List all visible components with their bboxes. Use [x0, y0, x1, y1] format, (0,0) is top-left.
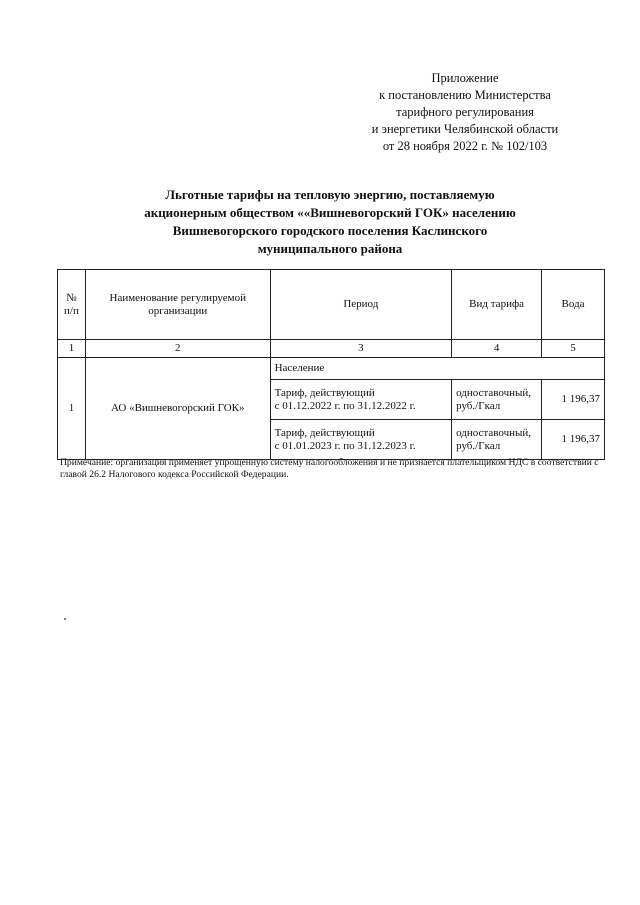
title-line-2: акционерным обществом ««Вишневогорский ГОК» населению: [144, 205, 516, 220]
water-value: 1 196,37: [542, 420, 605, 460]
period-line-2: с 01.01.2023 г. по 31.12.2023 г.: [274, 439, 416, 452]
tariff-type-cell: [452, 380, 542, 420]
scan-speck: [64, 618, 66, 620]
column-number: 3: [270, 340, 452, 358]
period-cell: [270, 380, 452, 420]
table-row: [58, 358, 605, 380]
period-cell: [270, 420, 452, 460]
tariff-type-line-1: одноставочный,: [456, 426, 532, 439]
appendix-line-2: к постановлению Министерства: [379, 88, 551, 102]
appendix-line-1: Приложение: [431, 71, 499, 85]
appendix-line-4: и энергетики Челябинской области: [371, 122, 559, 136]
column-numbers-row: [58, 340, 605, 358]
period-line-1: Тариф, действующий: [274, 386, 375, 399]
header-tariff-type: Вид тарифа: [452, 270, 542, 340]
header-org: Наименование регулируемой организации: [85, 270, 270, 340]
title-line-4: муниципального района: [257, 241, 403, 256]
header-period: Период: [270, 270, 452, 340]
tariff-type-line-1: одноставочный,: [456, 386, 532, 399]
header-num-line-1: №: [66, 291, 77, 304]
column-number: 2: [85, 340, 270, 358]
column-number: 4: [452, 340, 542, 358]
title-line-1: Льготные тарифы на тепловую энергию, поставляемую: [165, 187, 495, 202]
appendix-line-5: от 28 ноября 2022 г. № 102/103: [382, 139, 548, 153]
document-title: [80, 186, 580, 258]
tariff-type-line-2: руб./Гкал: [456, 439, 501, 452]
title-line-3: Вишневогорского городского поселения Каслинского: [172, 223, 488, 238]
appendix-block: [340, 70, 590, 155]
group-label: Население: [270, 358, 604, 380]
appendix-line-3: тарифного регулирования: [396, 105, 534, 119]
column-number: 1: [58, 340, 86, 358]
table-header-row: [58, 270, 605, 340]
water-value: 1 196,37: [542, 380, 605, 420]
period-line-2: с 01.12.2022 г. по 31.12.2022 г.: [274, 399, 416, 412]
header-num: [58, 270, 86, 340]
tariff-type-line-2: руб./Гкал: [456, 399, 501, 412]
tariff-type-cell: [452, 420, 542, 460]
column-number: 5: [542, 340, 605, 358]
row-org: АО «Вишневогорский ГОК»: [85, 358, 270, 460]
row-num: 1: [58, 358, 86, 460]
header-water: Вода: [542, 270, 605, 340]
header-num-line-2: п/п: [64, 304, 79, 317]
tariffs-table: [57, 269, 605, 460]
period-line-1: Тариф, действующий: [274, 426, 375, 439]
footnote: Примечание: организация применяет упрощенную систему налогообложения и не признается плательщиком НДС в соответствии с главой 26.2 Налогового кодекса Российской Федерации.: [60, 457, 599, 480]
